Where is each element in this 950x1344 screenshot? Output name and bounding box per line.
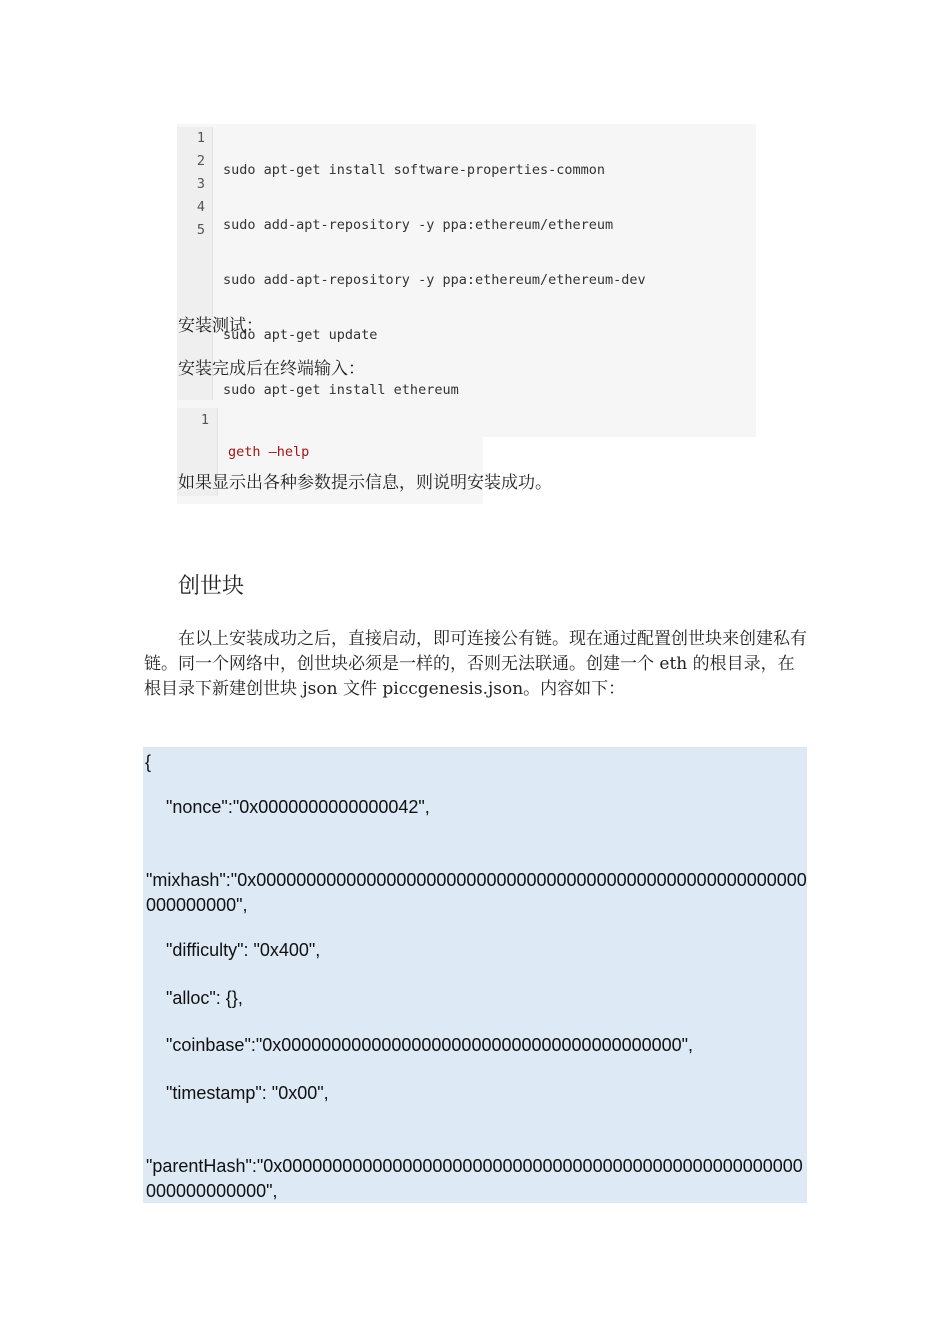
genesis-paragraph: 在以上安装成功之后，直接启动，即可连接公有链。现在通过配置创世块来创建私有链。同一个网络中，创世块必须是一样的，否则无法联通。创建一个 eth 的根目录，在根目录下新建创世块 json 文件 piccgenesis.json。内容如下： bbox=[144, 629, 807, 699]
code-line: sudo add-apt-repository -y ppa:ethereum/ethereum bbox=[223, 217, 614, 233]
install-test-label: 安装测试： bbox=[178, 316, 263, 336]
json-nonce-line: "nonce":"0x0000000000000042", bbox=[166, 797, 430, 817]
code-line: sudo add-apt-repository -y ppa:ethereum/ethereum-dev bbox=[223, 272, 646, 288]
line-number: 5 bbox=[196, 222, 205, 238]
genesis-json-block bbox=[143, 747, 807, 1203]
code-line: geth —help bbox=[228, 444, 310, 460]
line-number-gutter bbox=[177, 127, 213, 434]
code-line: sudo apt-get install software-properties-common bbox=[223, 162, 606, 178]
json-coinbase-line: "coinbase":"0x0000000000000000000000000000000000000000", bbox=[166, 1035, 694, 1055]
json-parenthash-line: "parentHash":"0x0000000000000000000000000000000000000000000000000000000000000000", bbox=[146, 1156, 803, 1201]
success-text: 如果显示出各种参数提示信息，则说明安装成功。 bbox=[178, 473, 552, 493]
line-number: 2 bbox=[196, 153, 205, 169]
code-line: sudo apt-get install ethereum bbox=[223, 382, 459, 398]
json-alloc-line: "alloc": {}, bbox=[166, 988, 243, 1008]
json-open-brace: { bbox=[145, 752, 152, 772]
code-line: sudo apt-get update bbox=[223, 327, 378, 343]
line-number: 1 bbox=[196, 130, 205, 146]
json-timestamp-line: "timestamp": "0x00", bbox=[166, 1083, 329, 1103]
line-number: 1 bbox=[200, 412, 209, 428]
line-number: 3 bbox=[196, 176, 205, 192]
code-lines bbox=[213, 127, 646, 434]
after-install-text: 安装完成后在终端输入： bbox=[178, 359, 365, 379]
json-mixhash-line: "mixhash":"0x0000000000000000000000000000000000000000000000000000000000000000", bbox=[146, 870, 807, 915]
json-difficulty-line: "difficulty": "0x400", bbox=[166, 940, 321, 960]
section-heading: 创世块 bbox=[178, 574, 245, 599]
install-code-block bbox=[177, 124, 756, 437]
line-number: 4 bbox=[196, 199, 205, 215]
